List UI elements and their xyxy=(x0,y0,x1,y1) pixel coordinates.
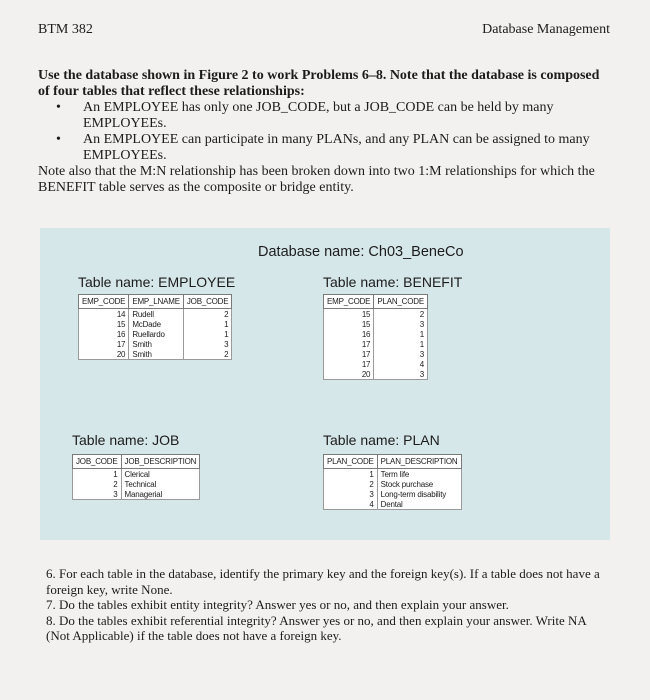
table-cell: Stock purchase xyxy=(377,479,461,489)
list-item xyxy=(38,132,613,164)
table-cell: Smith xyxy=(129,339,184,349)
table-row xyxy=(324,469,462,480)
plan-table xyxy=(323,454,462,510)
table-cell: 16 xyxy=(324,329,374,339)
question-6: 6. For each table in the database, identify the primary key and the foreign key(s). If a table does not have a foreign key, write None. xyxy=(46,566,600,597)
table-row xyxy=(324,309,428,320)
employee-table-label: Table name: EMPLOYEE xyxy=(78,274,236,290)
table-cell: 3 xyxy=(73,489,122,500)
bullet-text: An EMPLOYEE can participate in many PLANs, and any PLAN can be assigned to many EMPLOYEEs. xyxy=(83,132,590,163)
table-cell: 20 xyxy=(79,349,129,360)
table-row xyxy=(324,489,462,499)
table-cell: 17 xyxy=(79,339,129,349)
table-cell: Clerical xyxy=(121,469,200,480)
table-row xyxy=(324,499,462,510)
table-cell: 2 xyxy=(183,309,232,320)
column-header: EMP_CODE xyxy=(324,295,374,309)
bullet-icon: • xyxy=(56,132,61,147)
table-cell: Long-term disability xyxy=(377,489,461,499)
problem-intro xyxy=(38,68,613,196)
table-row xyxy=(79,329,232,339)
table-cell: Rudell xyxy=(129,309,184,320)
question-8: 8. Do the tables exhibit referential integrity? Answer yes or no, and then explain your answer. Write NA (Not Applicable) if the table does not have a foreign key. xyxy=(46,612,587,643)
table-cell: 17 xyxy=(324,339,374,349)
employee-table xyxy=(78,294,232,360)
table-row xyxy=(324,359,428,369)
table-cell: 1 xyxy=(183,319,232,329)
table-row xyxy=(324,339,428,349)
table-cell: 15 xyxy=(79,319,129,329)
table-cell: 4 xyxy=(374,359,428,369)
job-table-label: Table name: JOB xyxy=(72,432,180,448)
intro-note: Note also that the M:N relationship has been broken down into two 1:M relationships for which the BENEFIT table serves as the composite or bridge entity. xyxy=(38,164,595,195)
bullet-icon: • xyxy=(56,100,61,115)
benefit-table xyxy=(323,294,428,380)
column-header: PLAN_DESCRIPTION xyxy=(377,455,461,469)
table-cell: Smith xyxy=(129,349,184,360)
table-cell: 17 xyxy=(324,349,374,359)
questions xyxy=(46,566,606,644)
database-figure xyxy=(40,228,610,540)
table-cell: 2 xyxy=(324,479,378,489)
column-header: JOB_CODE xyxy=(183,295,232,309)
table-cell: 3 xyxy=(183,339,232,349)
table-cell: 1 xyxy=(324,469,378,480)
table-row xyxy=(324,319,428,329)
column-header: EMP_LNAME xyxy=(129,295,184,309)
table-cell: Dental xyxy=(377,499,461,510)
job-table xyxy=(72,454,200,500)
table-cell: 3 xyxy=(324,489,378,499)
table-row xyxy=(79,319,232,329)
table-row xyxy=(324,329,428,339)
table-cell: 17 xyxy=(324,359,374,369)
table-row xyxy=(324,369,428,380)
table-cell: McDade xyxy=(129,319,184,329)
column-header: JOB_DESCRIPTION xyxy=(121,455,200,469)
table-cell: 3 xyxy=(374,349,428,359)
column-header: EMP_CODE xyxy=(79,295,129,309)
table-cell: 20 xyxy=(324,369,374,380)
table-row xyxy=(79,349,232,360)
table-row xyxy=(324,479,462,489)
column-header: PLAN_CODE xyxy=(374,295,428,309)
table-cell: Ruellardo xyxy=(129,329,184,339)
table-cell: 1 xyxy=(374,329,428,339)
bullet-text: An EMPLOYEE has only one JOB_CODE, but a JOB_CODE can be held by many EMPLOYEEs. xyxy=(83,100,554,131)
database-title: Database name: Ch03_BeneCo xyxy=(258,244,464,260)
table-cell: Managerial xyxy=(121,489,200,500)
relationship-list xyxy=(38,100,613,164)
table-cell: 14 xyxy=(79,309,129,320)
table-cell: Technical xyxy=(121,479,200,489)
benefit-table-label: Table name: BENEFIT xyxy=(323,274,463,290)
table-cell: 15 xyxy=(324,319,374,329)
table-cell: 1 xyxy=(183,329,232,339)
table-row xyxy=(79,339,232,349)
table-cell: 16 xyxy=(79,329,129,339)
course-code: BTM 382 xyxy=(38,22,93,37)
table-cell: 2 xyxy=(73,479,122,489)
intro-lead: Use the database shown in Figure 2 to work Problems 6–8. Note that the database is composed of four tables that reflect these relationships: xyxy=(38,68,600,99)
table-cell: Term life xyxy=(377,469,461,480)
table-cell: 2 xyxy=(374,309,428,320)
table-row xyxy=(73,479,200,489)
plan-table-label: Table name: PLAN xyxy=(323,432,440,448)
column-header: PLAN_CODE xyxy=(324,455,378,469)
table-row xyxy=(324,349,428,359)
table-cell: 1 xyxy=(73,469,122,480)
list-item xyxy=(38,100,613,132)
table-cell: 1 xyxy=(374,339,428,349)
table-cell: 2 xyxy=(183,349,232,360)
question-7: 7. Do the tables exhibit entity integrity? Answer yes or no, and then explain your answer. xyxy=(46,597,509,612)
table-row xyxy=(73,469,200,480)
table-cell: 15 xyxy=(324,309,374,320)
course-subject: Database Management xyxy=(482,22,610,37)
column-header: JOB_CODE xyxy=(73,455,122,469)
table-cell: 3 xyxy=(374,369,428,380)
table-cell: 3 xyxy=(374,319,428,329)
table-cell: 4 xyxy=(324,499,378,510)
table-row xyxy=(79,309,232,320)
table-row xyxy=(73,489,200,500)
